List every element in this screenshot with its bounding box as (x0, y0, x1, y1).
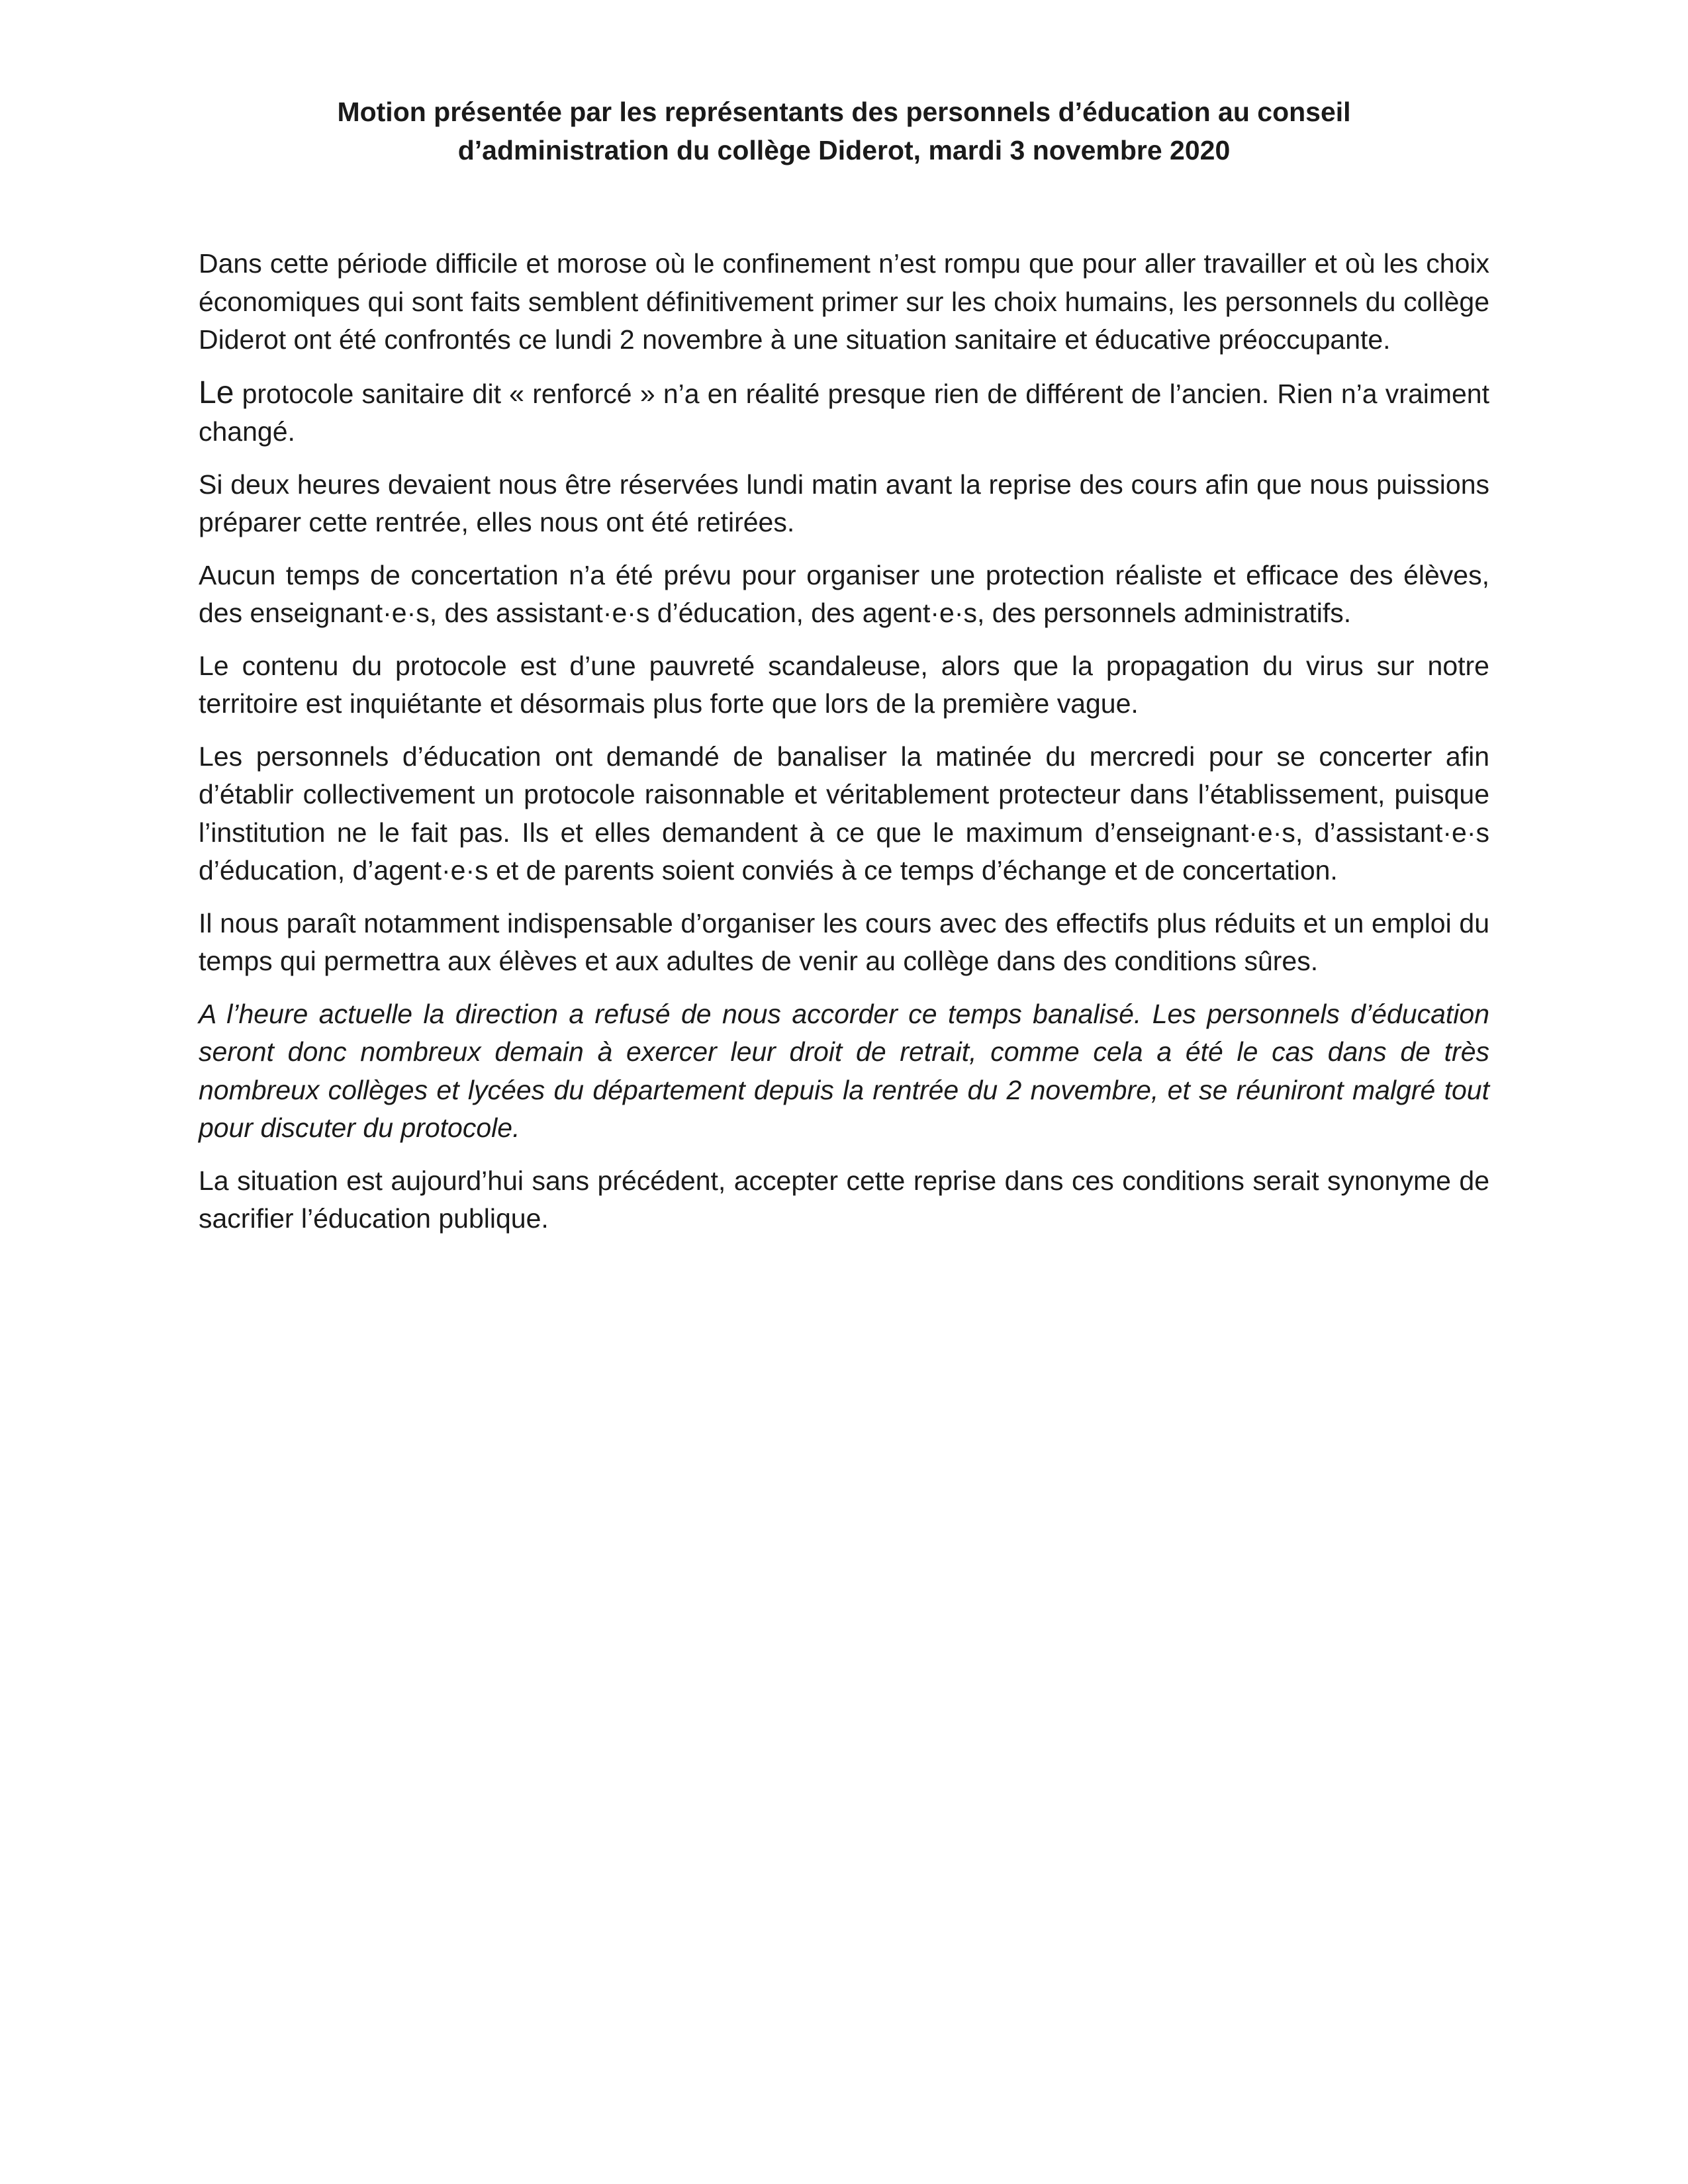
paragraph: Il nous paraît notamment indispensable d’organiser les cours avec des effectifs plus réduits et un emploi du temps qui permettra aux élèves et aux adultes de venir au collège dans des conditions sûres. (199, 907, 1489, 976)
paragraph: Les personnels d’éducation ont demandé de banaliser la matinée du mercredi pour se concerter afin d’établir collectivement un protocole raisonnable et véritablement protecteur dans l’établissement, puisque l’institution ne le fait pas. Ils et elles demandent à ce que le maximum d’enseignant·e·s, d’assistant·e·s d’éducation, d’agent·e·s et de parents soient conviés à ce temps d’échange et de concertation. (199, 741, 1489, 886)
document-body (199, 245, 1489, 1253)
paragraph-lead: Le (199, 375, 234, 410)
paragraph: Si deux heures devaient nous être réservées lundi matin avant la reprise des cours afin que nous puissions préparer cette rentrée, elles nous ont été retirées. (199, 469, 1489, 537)
paragraph: Le contenu du protocole est d’une pauvreté scandaleuse, alors que la propagation du virus sur notre territoire est inquiétante et désormais plus forte que lors de la première vague. (199, 650, 1489, 719)
paragraph: Aucun temps de concertation n’a été prévu pour organiser une protection réaliste et efficace des élèves, des enseignant·e·s, des assistant·e·s d’éducation, des agent·e·s, des personnels administratifs. (199, 559, 1489, 628)
paragraph: Dans cette période difficile et morose où le confinement n’est rompu que pour aller travailler et où les choix économiques qui sont faits semblent définitivement primer sur les choix humains, les personnels du collège Diderot ont été confrontés ce lundi 2 novembre à une situation sanitaire et éducative préoccupante. (199, 248, 1489, 355)
title-line-2: d’administration du collège Diderot, mardi 3 novembre 2020 (457, 135, 1231, 165)
document-title (199, 93, 1489, 169)
title-line-1: Motion présentée par les représentants des personnels d’éducation au conseil (337, 97, 1351, 127)
paragraph (199, 374, 1489, 451)
paragraph-italic: A l’heure actuelle la direction a refusé de nous accorder ce temps banalisé. Les personnels d’éducation seront donc nombreux demain à exercer leur droit de retrait, comme cela a été le cas dans de très nombreux collèges et lycées du département depuis la rentrée du 2 novembre, et se réuniront malgré tout pour discuter du protocole. (199, 998, 1489, 1143)
paragraph: La situation est aujourd’hui sans précédent, accepter cette reprise dans ces conditions serait synonyme de sacrifier l’éducation publique. (199, 1165, 1489, 1234)
paragraph-rest: protocole sanitaire dit « renforcé » n’a en réalité presque rien de différent de l’ancien. Rien n’a vraiment changé. (199, 378, 1489, 447)
